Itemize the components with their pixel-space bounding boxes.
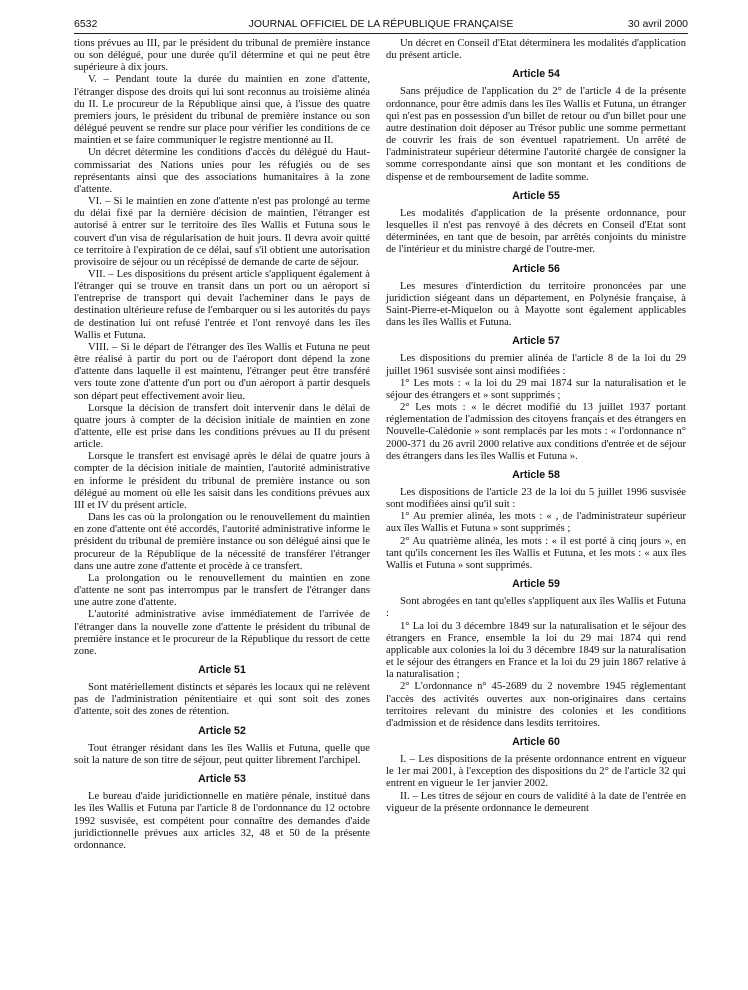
paragraph: V. – Pendant toute la durée du maintien en zone d'attente, l'étranger dispose des droits qui lui sont reconnus au troisième alinéa du II. Le procureur de la République ainsi que, à l'issue des quatre premiers jours, le président du tribunal de première instance ou son délégué peuvent se rendre sur place pour vérifier les conditions de ce maintien et se faire communiquer le registre mentionné au II. [74,74,370,147]
article-heading: Article 52 [198,724,246,737]
paragraph: Un décret détermine les conditions d'accès du délégué du Haut-commissariat des Nations unies pour les réfugiés ou de ses représentants ainsi que des associations humanitaires à la zone d'attente. [74,147,370,195]
journal-title: JOURNAL OFFICIEL DE LA RÉPUBLIQUE FRANÇAISE [248,18,514,30]
paragraph: 2° L'ordonnance n° 45-2689 du 2 novembre 1945 réglementant l'accès des activités ouvertes aux non-originaires dans certains territoires relevant du ministre des colonies et les conditions d'admission et de résidence dans lesdits territoires. [386,681,686,729]
paragraph: VI. – Si le maintien en zone d'attente n'est pas prolongé au terme du délai fixé par la dernière décision de maintien, l'étranger est autorisé à entrer sur le territoire des îles Wallis et Futuna sous le couvert d'un visa de régularisation de huit jours. Il devra avoir quitté ce territoire à l'expiration de ce délai, sauf s'il obtient une autorisation provisoire de séjour ou un récépissé de demande de carte de séjour. [74,196,370,268]
paragraph: II. – Les titres de séjour en cours de validité à la date de l'entrée en vigueur de la présente ordonnance le demeurent [386,790,686,814]
paragraph: Tout étranger résidant dans les îles Wallis et Futuna, quelle que soit la nature de son titre de séjour, peut quitter librement l'archipel. [74,742,370,766]
right-column [386,38,686,815]
page-header [74,14,688,32]
paragraph: VIII. – Si le départ de l'étranger des îles Wallis et Futuna ne peut être réalisé à partir du port ou de l'aéroport dont dépend la zone d'attente dans laquelle il est maintenu, l'étranger peut être transféré vers toute zone d'attente d'un port ou d'un aéroport à partir desquels son départ peut effectivement avoir lieu. [74,341,370,402]
article-heading: Article 57 [512,335,560,348]
paragraph: 1° Au premier alinéa, les mots : « , de l'administrateur supérieur aux îles Wallis et Futuna » sont supprimés ; [386,511,686,535]
paragraph: Un décret en Conseil d'Etat déterminera les modalités d'application du présent article. [386,38,686,62]
page-number: 6532 [74,18,98,30]
paragraph: 1° La loi du 3 décembre 1849 sur la naturalisation et le séjour des étrangers en France, ensemble la loi du 29 mai 1874 qui rend applicable aux colonies la loi du 3 décembre 1849 sur la naturalisation et le séjour des étrangers en France et la loi du 29 juin 1867 relative à la naturalisation ; [386,620,686,681]
paragraph: Sont matériellement distincts et séparés les locaux qui ne relèvent pas de l'administration pénitentiaire et qui sont soit des zones d'attente, soit des zones de rétention. [74,682,370,718]
paragraph: Les dispositions de l'article 23 de la loi du 5 juillet 1996 susvisée sont modifiées ainsi qu'il suit : [386,487,686,511]
paragraph: Le bureau d'aide juridictionnelle en matière pénale, institué dans les îles Wallis et Futuna par l'article 8 de l'ordonnance du 12 octobre 1992 susvisée, est compétent pour connaître des demandes d'aide juridictionnelle prévues aux articles 32, 48 et 50 de la présente ordonnance. [74,791,370,851]
header-rule [74,33,688,34]
article-heading: Article 58 [512,468,560,481]
publication-date: 30 avril 2000 [627,18,688,30]
paragraph: Les mesures d'interdiction du territoire prononcées par une juridiction siégeant dans un département, en Polynésie française, à Saint-Pierre-et-Miquelon ou à Mayotte sont également applicables dans les îles Wallis et Futuna. [386,280,686,329]
paragraph: I. – Les dispositions de la présente ordonnance entrent en vigueur le 1er mai 2001, à l'exception des dispositions du 2° de l'article 32 qui entrent en vigueur le 1er janvier 2002. [386,754,686,790]
paragraph: Dans les cas où la prolongation ou le renouvellement du maintien en zone d'attente ont été accordés, l'autorité administrative informe le président du tribunal de première instance ou son délégué ainsi que le procureur de la République de la nécessité de transférer l'étranger dans une autre zone d'attente et procède à ce transfert. [74,512,370,572]
paragraph: Lorsque la décision de transfert doit intervenir dans le délai de quatre jours à compter de la décision initiale de maintien en zone d'attente, elle est prise dans les conditions prévues au II du présent article. [74,402,370,451]
article-heading: Article 51 [198,663,246,676]
paragraph: 2° Au quatrième alinéa, les mots : « il est porté à cinq jours », en tant qu'ils concernent les îles Wallis et Futuna, et les mots : « aux îles Wallis et Futuna » sont supprimés. [386,535,686,571]
left-column [74,38,370,852]
article-heading: Article 54 [512,68,560,81]
paragraph: 1° Les mots : « la loi du 29 mai 1874 sur la naturalisation et le séjour des étrangers et » sont supprimés ; [386,377,686,401]
article-heading: Article 59 [512,578,560,591]
paragraph: L'autorité administrative avise immédiatement de l'arrivée de l'étranger dans la nouvelle zone d'attente le président du tribunal de première instance et le procureur de la République du ressort de cette zone. [74,609,370,657]
paragraph: La prolongation ou le renouvellement du maintien en zone d'attente ne sont pas interrompus par le transfert de l'étranger dans une autre zone d'attente. [74,572,370,609]
article-heading: Article 60 [512,735,560,748]
paragraph: Sans préjudice de l'application du 2° de l'article 4 de la présente ordonnance, pour être admis dans les îles Wallis et Futuna, un étranger qui n'est pas en possession d'un billet de retour ou d'un billet pour une autre destination doit déposer au Trésor public une somme permettant de couvrir les frais de son éventuel rapatriement. Un arrêté de l'administrateur supérieur détermine l'autorité chargée de consigner la somme correspondante ainsi que son montant et les conditions de dispense et de remboursement de ladite somme. [386,86,686,183]
paragraph: Les modalités d'application de la présente ordonnance, pour lesquelles il n'est pas renvoyé à des décrets en Conseil d'Etat sont déterminées, en tant que de besoin, par arrêtés conjoints du ministre de l'intérieur et du ministre chargé de l'outre-mer. [386,207,686,256]
paragraph: Lorsque le transfert est envisagé après le délai de quatre jours à compter de la décision initiale de maintien, l'autorité administrative en informe le président du tribunal de première instance ou son délégué au moment où elle les saisit dans les conditions prévues aux III et IV du présent article. [74,451,370,511]
article-heading: Article 55 [512,189,560,202]
paragraph: 2° Les mots : « le décret modifié du 13 juillet 1937 portant réglementation de l'admission des citoyens français et des étrangers en Nouvelle-Calédonie » sont remplacés par les mots : « l'ordonnance n° 2000-371 du 26 avril 2000 relative aux conditions d'entrée et de séjour des étrangers dans les îles Wallis et Futuna ». [386,402,686,462]
article-heading: Article 56 [512,262,560,275]
paragraph: tions prévues au III, par le président du tribunal de première instance ou son délégué, pour une durée qu'il détermine et qui ne peut être supérieure à dix jours. [74,38,370,74]
paragraph: Sont abrogées en tant qu'elles s'appliquent aux îles Wallis et Futuna : [386,596,686,620]
paragraph: Les dispositions du premier alinéa de l'article 8 de la loi du 29 juillet 1961 susvisée sont ainsi modifiées : [386,353,686,377]
article-heading: Article 53 [198,773,246,786]
paragraph: VII. – Les dispositions du présent article s'appliquent également à l'étranger qui se trouve en transit dans un port ou un aéroport si l'entreprise de transport qui devait l'acheminer dans le pays de destination ultérieure refuse de l'embarquer ou si les autorités du pays de destination lui ont refusé l'entrée et l'ont renvoyé dans les îles Wallis et Futuna. [74,268,370,341]
